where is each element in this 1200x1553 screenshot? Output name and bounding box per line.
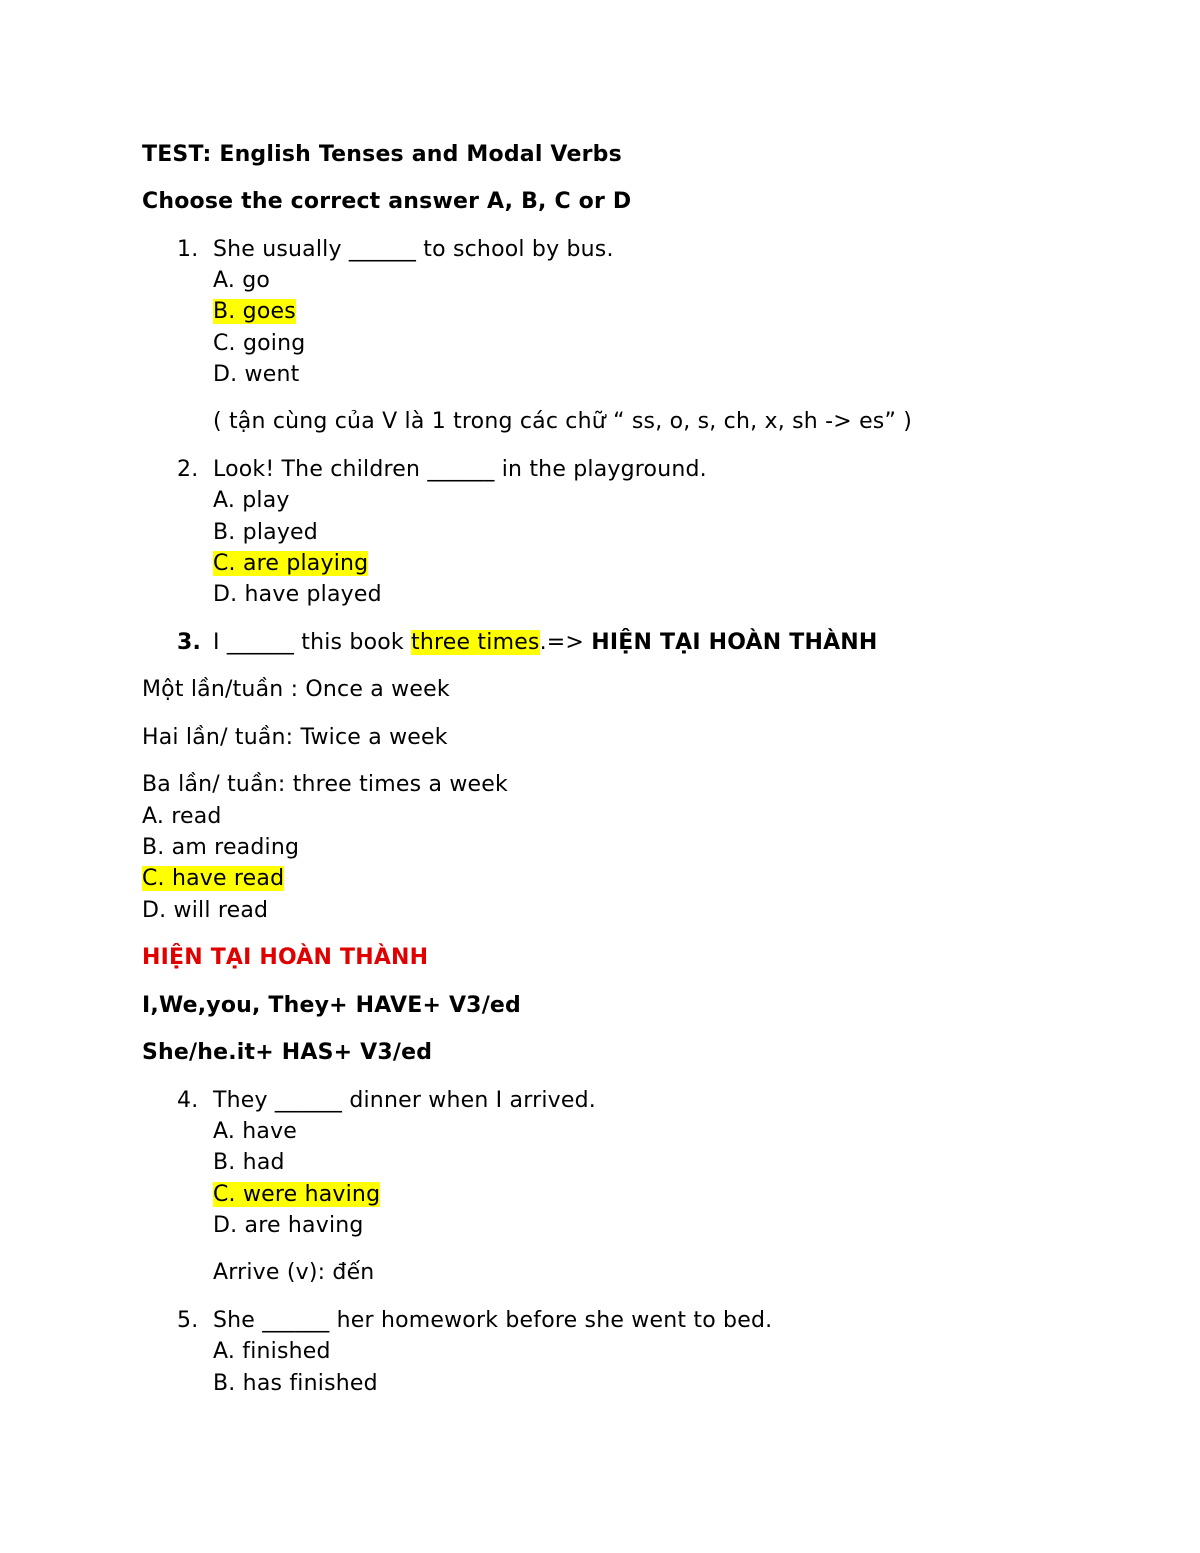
q4-option-c — [213, 1180, 380, 1210]
q2-option-c — [213, 549, 368, 579]
q1-option-b — [213, 297, 296, 327]
keyword-highlight: three times — [411, 630, 540, 655]
q5-option-b: B. has finished — [213, 1371, 378, 1396]
question-1 — [177, 235, 614, 265]
question-text: I ______ this book — [213, 630, 412, 655]
correct-answer-highlight: C. are playing — [213, 551, 369, 576]
question-5 — [177, 1306, 772, 1336]
question-number: 4. — [177, 1088, 199, 1113]
q2-option-d: D. have played — [213, 582, 382, 607]
correct-answer-highlight: C. were having — [213, 1182, 381, 1207]
question-number: 5. — [177, 1308, 199, 1333]
question-4 — [177, 1086, 596, 1116]
question-text: They ______ dinner when I arrived. — [213, 1088, 596, 1113]
question-text: She ______ her homework before she went to bed. — [213, 1308, 773, 1333]
q3-option-b: B. am reading — [142, 835, 300, 860]
q4-note: Arrive (v): đến — [213, 1260, 375, 1285]
grammar-rule-have: I,We,you, They+ HAVE+ V3/ed — [142, 993, 521, 1018]
question-text: Look! The children ______ in the playground. — [213, 457, 707, 482]
arrow-text: .=> — [539, 630, 592, 655]
q1-option-c: C. going — [213, 331, 306, 356]
correct-answer-highlight: C. have read — [142, 866, 285, 891]
test-title: TEST: English Tenses and Modal Verbs — [142, 142, 622, 167]
question-number: 1. — [177, 237, 199, 262]
q3-note-1: Một lần/tuần : Once a week — [142, 677, 450, 702]
q3-option-d: D. will read — [142, 898, 269, 923]
q1-note: ( tận cùng của V là 1 trong các chữ “ ss, o, s, ch, x, sh -> es” ) — [213, 409, 913, 434]
q1-option-d: D. went — [213, 362, 300, 387]
q3-note-2: Hai lần/ tuần: Twice a week — [142, 725, 448, 750]
q5-option-a: A. finished — [213, 1339, 331, 1364]
tense-label: HIỆN TẠI HOÀN THÀNH — [591, 630, 878, 655]
q3-option-a: A. read — [142, 804, 222, 829]
correct-answer-highlight: B. goes — [213, 299, 296, 324]
question-number: 3. — [177, 630, 202, 655]
q3-note-3: Ba lần/ tuần: three times a week — [142, 772, 508, 797]
q2-option-a: A. play — [213, 488, 290, 513]
q3-option-c — [142, 864, 284, 894]
grammar-rule-has: She/he.it+ HAS+ V3/ed — [142, 1040, 433, 1065]
question-3 — [177, 628, 878, 658]
q4-option-b: B. had — [213, 1150, 285, 1175]
q4-option-a: A. have — [213, 1119, 298, 1144]
grammar-heading: HIỆN TẠI HOÀN THÀNH — [142, 945, 429, 970]
q4-option-d: D. are having — [213, 1213, 364, 1238]
question-number: 2. — [177, 457, 199, 482]
question-2 — [177, 455, 707, 485]
q2-option-b: B. played — [213, 520, 318, 545]
q1-option-a: A. go — [213, 268, 271, 293]
question-text: She usually ______ to school by bus. — [213, 237, 614, 262]
instruction: Choose the correct answer A, B, C or D — [142, 189, 632, 214]
